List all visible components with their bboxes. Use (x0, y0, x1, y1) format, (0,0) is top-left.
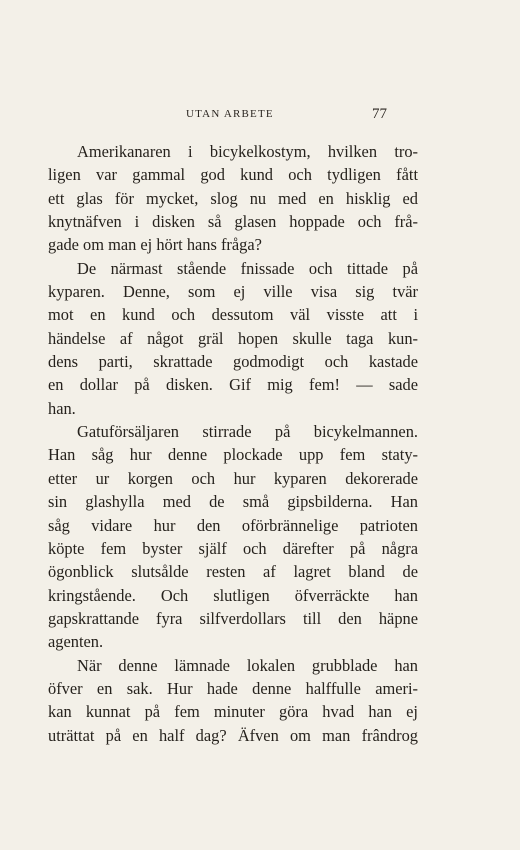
text-line: etter ur korgen och hur kyparen dekorerade (48, 468, 418, 488)
text-line: knytnäfven i disken så glasen hoppade och frå- (48, 212, 418, 232)
text-line: såg vidare hur den oförbrännelige patrioten (48, 515, 418, 535)
text-line: sin glashylla med de små gipsbilderna. Han (48, 492, 418, 512)
text-line: gade om man ej hört hans fråga? (48, 235, 262, 255)
text-line: De närmast stående fnissade och tittade på (77, 258, 418, 278)
running-title: UTAN ARBETE (186, 108, 274, 120)
text-line: mot en kund och dessutom väl visste att i (48, 305, 418, 325)
text-line: uträttat på en half dag? Äfven om man frândrog (48, 725, 418, 745)
text-line: kringstående. Och slutligen öfverräckte han (48, 585, 418, 605)
text-line: ligen var gammal god kund och tydligen fått (48, 165, 418, 185)
text-line: händelse af något gräl hopen skulle taga kun- (48, 328, 418, 348)
text-line: ett glas för mycket, slog nu med en hisklig ed (48, 188, 418, 208)
text-line: köpte fem byster själf och därefter på några (48, 538, 418, 558)
text-line: en dollar på disken. Gif mig fem! — sade (48, 375, 418, 395)
text-line: dens parti, skrattade godmodigt och kastade (48, 352, 418, 372)
text-line: kan kunnat på fem minuter göra hvad han ej (48, 702, 418, 722)
text-line: agenten. (48, 632, 104, 652)
text-line: kyparen. Denne, som ej ville visa sig tvär (48, 282, 418, 302)
text-line: ögonblick slutsålde resten af lagret bland de (48, 562, 418, 582)
running-head (0, 108, 520, 128)
page-number: 77 (372, 106, 387, 122)
text-line: gapskrattande fyra silfverdollars till den häpne (48, 608, 418, 628)
text-line: öfver en sak. Hur hade denne halffulle ameri- (48, 678, 418, 698)
text-line: När denne lämnade lokalen grubblade han (77, 655, 418, 675)
text-line: han. (48, 398, 76, 418)
text-line: Amerikanaren i bicykelkostym, hvilken tro- (77, 142, 418, 161)
text-line: Gatuförsäljaren stirrade på bicykelmannen. (77, 422, 418, 442)
body-text (48, 140, 418, 747)
text-line: Han såg hur denne plockade upp fem staty- (48, 445, 418, 465)
